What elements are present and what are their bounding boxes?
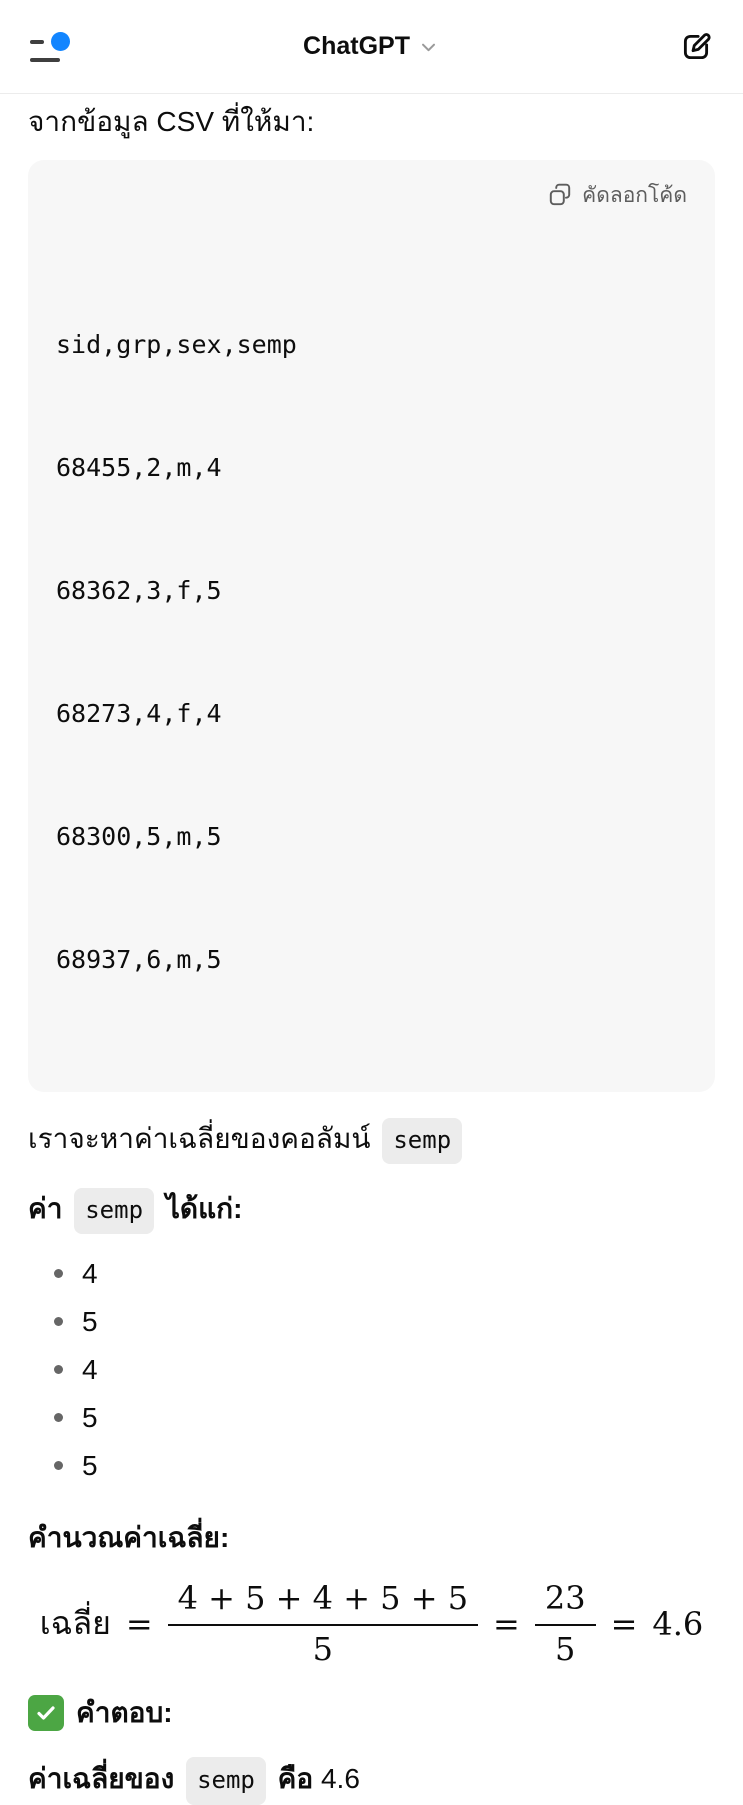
answer-heading-label: คำตอบ: [76, 1697, 173, 1728]
list-item-value: 4 [82, 1258, 98, 1289]
final-answer-value: 4.6 [320, 1763, 360, 1794]
find-average-paragraph [28, 1118, 715, 1164]
assistant-message [0, 94, 743, 1805]
answer-heading [28, 1691, 715, 1735]
list-item-value: 4 [82, 1354, 98, 1385]
copy-code-button[interactable] [547, 179, 687, 212]
equals-sign: = [125, 1604, 153, 1643]
list-item [28, 1442, 715, 1490]
bullet-icon [54, 1317, 63, 1326]
code-line: 68362,3,f,5 [56, 576, 222, 605]
list-item-value: 5 [82, 1402, 98, 1433]
app-header [0, 0, 743, 94]
compose-icon [679, 30, 713, 64]
list-item-value: 5 [82, 1450, 98, 1481]
fraction [535, 1579, 596, 1668]
formula-result: 4.6 [652, 1604, 704, 1643]
list-item [28, 1250, 715, 1298]
values-heading [28, 1188, 715, 1234]
code-line: 68273,4,f,4 [56, 699, 222, 728]
copy-icon [547, 182, 573, 208]
equals-sign: = [610, 1604, 638, 1643]
inline-code: semp [382, 1118, 462, 1164]
bullet-icon [54, 1269, 63, 1278]
menu-bars-icon [30, 40, 44, 44]
math-formula [28, 1576, 715, 1671]
code-line: 68937,6,m,5 [56, 945, 222, 974]
bullet-icon [54, 1413, 63, 1422]
calc-heading: คำนวณค่าเฉลี่ย: [28, 1522, 230, 1553]
final-answer [28, 1757, 715, 1805]
app-title: ChatGPT [303, 32, 410, 60]
fraction-denominator: 5 [312, 1630, 334, 1668]
code-content [56, 242, 687, 1062]
code-line: sid,grp,sex,semp [56, 330, 297, 359]
list-item [28, 1346, 715, 1394]
notification-dot-icon [51, 32, 70, 51]
values-heading-suffix: ได้แก่: [165, 1193, 243, 1224]
check-mark-icon [28, 1695, 64, 1731]
formula-lhs: เฉลี่ย [39, 1604, 111, 1642]
new-chat-button[interactable] [679, 30, 713, 64]
fraction-numerator: 4 + 5 + 4 + 5 + 5 [168, 1579, 478, 1626]
inline-code: semp [74, 1188, 154, 1234]
fraction [168, 1579, 478, 1668]
final-answer-middle: คือ [277, 1763, 314, 1794]
list-item [28, 1394, 715, 1442]
intro-paragraph: จากข้อมูล CSV ที่ให้มา: [28, 106, 315, 137]
bullet-icon [54, 1365, 63, 1374]
model-selector[interactable] [303, 32, 440, 61]
list-item [28, 1298, 715, 1346]
fraction-numerator: 23 [535, 1579, 596, 1626]
bullet-icon [54, 1461, 63, 1470]
sidebar-menu-button[interactable] [30, 30, 72, 64]
code-line: 68300,5,m,5 [56, 822, 222, 851]
code-line: 68455,2,m,4 [56, 453, 222, 482]
final-answer-prefix: ค่าเฉลี่ยของ [28, 1763, 175, 1794]
list-item-value: 5 [82, 1306, 98, 1337]
menu-bars-icon [30, 58, 60, 62]
values-heading-prefix: ค่า [28, 1193, 63, 1224]
code-block-header [56, 178, 687, 212]
copy-code-label: คัดลอกโค้ด [582, 183, 687, 207]
chevron-down-icon [418, 36, 440, 58]
fraction-denominator: 5 [555, 1630, 576, 1668]
values-list [28, 1250, 715, 1490]
equals-sign: = [493, 1604, 520, 1643]
code-block [28, 160, 715, 1092]
find-average-text: เราจะหาค่าเฉลี่ยของคอลัมน์ [28, 1123, 371, 1154]
inline-code: semp [186, 1757, 266, 1805]
